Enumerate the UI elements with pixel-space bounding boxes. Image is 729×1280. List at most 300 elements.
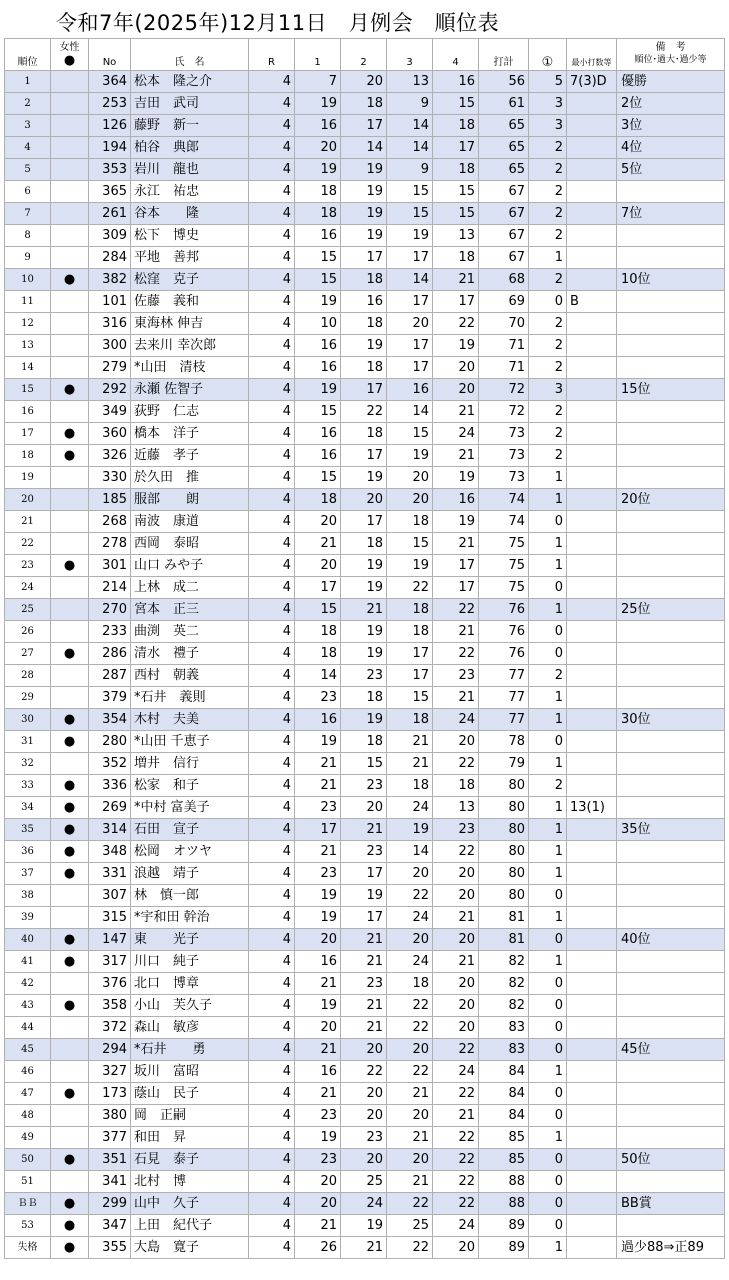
rank-cell: 47 — [5, 1083, 51, 1105]
remark — [617, 467, 725, 489]
rank-cell: 51 — [5, 1171, 51, 1193]
remark: BB賞 — [617, 1193, 725, 1215]
table-row — [5, 533, 725, 555]
women-marker — [51, 577, 89, 599]
player-no: 194 — [89, 137, 131, 159]
circle1-count: 2 — [529, 181, 567, 203]
table-row — [5, 1039, 725, 1061]
score-1: 21 — [295, 973, 341, 995]
remark — [617, 885, 725, 907]
table-row — [5, 1215, 725, 1237]
remark — [617, 1105, 725, 1127]
min-strokes — [567, 951, 617, 973]
min-strokes — [567, 401, 617, 423]
score-4: 18 — [433, 775, 479, 797]
score-4: 21 — [433, 1105, 479, 1127]
rank-cell: 18 — [5, 445, 51, 467]
remark: 4位 — [617, 137, 725, 159]
rounds: 4 — [249, 841, 295, 863]
score-2: 23 — [341, 665, 387, 687]
rounds: 4 — [249, 291, 295, 313]
min-strokes — [567, 819, 617, 841]
score-2: 20 — [341, 1105, 387, 1127]
score-3: 24 — [387, 907, 433, 929]
header-women — [51, 39, 89, 71]
player-no: 173 — [89, 1083, 131, 1105]
rounds: 4 — [249, 819, 295, 841]
table-row — [5, 357, 725, 379]
player-no: 347 — [89, 1215, 131, 1237]
remark — [617, 907, 725, 929]
remark: 40位 — [617, 929, 725, 951]
header-h2: 2 — [341, 39, 387, 71]
player-no: 336 — [89, 775, 131, 797]
min-strokes — [567, 247, 617, 269]
women-marker: ● — [51, 951, 89, 973]
table-row — [5, 643, 725, 665]
score-4: 20 — [433, 885, 479, 907]
total-strokes: 80 — [479, 885, 529, 907]
table-row — [5, 929, 725, 951]
player-name: 西村 朝義 — [131, 665, 249, 687]
player-name: 木村 夫美 — [131, 709, 249, 731]
rounds: 4 — [249, 885, 295, 907]
total-strokes: 65 — [479, 115, 529, 137]
circle1-count: 1 — [529, 555, 567, 577]
score-1: 16 — [295, 445, 341, 467]
min-strokes — [567, 335, 617, 357]
score-2: 21 — [341, 951, 387, 973]
circle1-count: 0 — [529, 577, 567, 599]
header-r: R — [249, 39, 295, 71]
women-marker — [51, 291, 89, 313]
player-no: 292 — [89, 379, 131, 401]
score-1: 18 — [295, 489, 341, 511]
women-marker — [51, 1105, 89, 1127]
rank-cell: 45 — [5, 1039, 51, 1061]
table-row — [5, 841, 725, 863]
circle1-count: 2 — [529, 423, 567, 445]
circle1-count: 2 — [529, 445, 567, 467]
score-1: 18 — [295, 181, 341, 203]
women-marker — [51, 225, 89, 247]
rounds: 4 — [249, 555, 295, 577]
rounds: 4 — [249, 1017, 295, 1039]
min-strokes — [567, 1017, 617, 1039]
score-3: 14 — [387, 841, 433, 863]
score-4: 20 — [433, 357, 479, 379]
score-3: 20 — [387, 1149, 433, 1171]
remark — [617, 555, 725, 577]
total-strokes: 84 — [479, 1105, 529, 1127]
min-strokes — [567, 1061, 617, 1083]
score-2: 17 — [341, 445, 387, 467]
player-no: 261 — [89, 203, 131, 225]
score-3: 18 — [387, 973, 433, 995]
circle1-count: 2 — [529, 225, 567, 247]
score-1: 7 — [295, 71, 341, 93]
rounds: 4 — [249, 599, 295, 621]
score-3: 15 — [387, 423, 433, 445]
score-4: 16 — [433, 489, 479, 511]
rank-cell: 38 — [5, 885, 51, 907]
remark: 50位 — [617, 1149, 725, 1171]
women-marker — [51, 1039, 89, 1061]
circle1-count: 2 — [529, 665, 567, 687]
score-3: 16 — [387, 379, 433, 401]
rank-cell: 35 — [5, 819, 51, 841]
player-no: 233 — [89, 621, 131, 643]
rounds: 4 — [249, 445, 295, 467]
player-name: 永江 祐忠 — [131, 181, 249, 203]
player-name: 橋本 洋子 — [131, 423, 249, 445]
table-row — [5, 753, 725, 775]
circle1-count: 3 — [529, 93, 567, 115]
score-1: 20 — [295, 1193, 341, 1215]
table-row — [5, 1105, 725, 1127]
women-marker — [51, 137, 89, 159]
women-marker — [51, 71, 89, 93]
player-no: 330 — [89, 467, 131, 489]
rounds: 4 — [249, 269, 295, 291]
score-1: 19 — [295, 731, 341, 753]
score-3: 14 — [387, 269, 433, 291]
score-2: 20 — [341, 797, 387, 819]
women-marker — [51, 115, 89, 137]
min-strokes — [567, 159, 617, 181]
circle1-count: 1 — [529, 687, 567, 709]
player-no: 314 — [89, 819, 131, 841]
score-4: 15 — [433, 203, 479, 225]
total-strokes: 80 — [479, 797, 529, 819]
total-strokes: 79 — [479, 753, 529, 775]
total-strokes: 68 — [479, 269, 529, 291]
score-1: 20 — [295, 929, 341, 951]
table-row — [5, 93, 725, 115]
score-4: 20 — [433, 1017, 479, 1039]
score-1: 16 — [295, 357, 341, 379]
total-strokes: 72 — [479, 379, 529, 401]
min-strokes: 7(3)D — [567, 71, 617, 93]
rank-cell: 30 — [5, 709, 51, 731]
min-strokes — [567, 599, 617, 621]
table-row — [5, 445, 725, 467]
total-strokes: 81 — [479, 929, 529, 951]
score-3: 15 — [387, 203, 433, 225]
table-row — [5, 819, 725, 841]
score-4: 21 — [433, 621, 479, 643]
score-3: 20 — [387, 313, 433, 335]
score-4: 24 — [433, 423, 479, 445]
player-no: 331 — [89, 863, 131, 885]
header-total: 打計 — [479, 39, 529, 71]
score-4: 21 — [433, 269, 479, 291]
score-2: 19 — [341, 1215, 387, 1237]
rank-cell: 42 — [5, 973, 51, 995]
header-women-marker: ● — [63, 53, 76, 68]
player-no: 354 — [89, 709, 131, 731]
player-name: 坂川 富昭 — [131, 1061, 249, 1083]
player-no: 382 — [89, 269, 131, 291]
women-marker: ● — [51, 709, 89, 731]
circle1-count: 0 — [529, 1083, 567, 1105]
player-no: 287 — [89, 665, 131, 687]
score-2: 17 — [341, 247, 387, 269]
remark — [617, 643, 725, 665]
circle1-count: 0 — [529, 885, 567, 907]
player-no: 355 — [89, 1237, 131, 1259]
remark: 10位 — [617, 269, 725, 291]
score-3: 14 — [387, 115, 433, 137]
women-marker: ● — [51, 1193, 89, 1215]
score-1: 15 — [295, 599, 341, 621]
score-3: 18 — [387, 709, 433, 731]
player-name: 東海林 伸吉 — [131, 313, 249, 335]
total-strokes: 70 — [479, 313, 529, 335]
score-3: 19 — [387, 819, 433, 841]
total-strokes: 72 — [479, 401, 529, 423]
remark — [617, 841, 725, 863]
score-4: 21 — [433, 951, 479, 973]
player-name: 石田 宣子 — [131, 819, 249, 841]
score-4: 20 — [433, 863, 479, 885]
score-2: 20 — [341, 71, 387, 93]
remark — [617, 577, 725, 599]
total-strokes: 83 — [479, 1017, 529, 1039]
header-rank: 順位 — [5, 39, 51, 71]
table-row — [5, 203, 725, 225]
rounds: 4 — [249, 335, 295, 357]
player-no: 286 — [89, 643, 131, 665]
table-row — [5, 181, 725, 203]
player-name: *中村 富美子 — [131, 797, 249, 819]
score-2: 23 — [341, 841, 387, 863]
player-no: 341 — [89, 1171, 131, 1193]
player-no: 379 — [89, 687, 131, 709]
rounds: 4 — [249, 1237, 295, 1259]
score-2: 14 — [341, 137, 387, 159]
min-strokes — [567, 731, 617, 753]
score-1: 15 — [295, 467, 341, 489]
header-remarks-sub: 順位･過大･過少等 — [634, 55, 707, 65]
score-4: 18 — [433, 159, 479, 181]
score-1: 19 — [295, 159, 341, 181]
rank-cell: 2 — [5, 93, 51, 115]
score-1: 16 — [295, 335, 341, 357]
women-marker — [51, 621, 89, 643]
table-row — [5, 225, 725, 247]
rounds: 4 — [249, 951, 295, 973]
score-1: 17 — [295, 819, 341, 841]
circle1-count: 2 — [529, 269, 567, 291]
remark — [617, 445, 725, 467]
women-marker — [51, 203, 89, 225]
rank-cell: 26 — [5, 621, 51, 643]
rank-cell: 48 — [5, 1105, 51, 1127]
women-marker: ● — [51, 423, 89, 445]
player-name: 山口 みや子 — [131, 555, 249, 577]
player-name: 曲渕 英二 — [131, 621, 249, 643]
player-no: 126 — [89, 115, 131, 137]
score-3: 9 — [387, 159, 433, 181]
circle1-count: 0 — [529, 291, 567, 313]
rounds: 4 — [249, 203, 295, 225]
rank-cell: 44 — [5, 1017, 51, 1039]
score-3: 21 — [387, 1127, 433, 1149]
total-strokes: 82 — [479, 995, 529, 1017]
score-4: 24 — [433, 1215, 479, 1237]
player-name: 上田 紀代子 — [131, 1215, 249, 1237]
circle1-count: 1 — [529, 489, 567, 511]
rounds: 4 — [249, 973, 295, 995]
rank-cell: 10 — [5, 269, 51, 291]
rounds: 4 — [249, 93, 295, 115]
women-marker: ● — [51, 863, 89, 885]
score-1: 23 — [295, 863, 341, 885]
rounds: 4 — [249, 313, 295, 335]
remark: 2位 — [617, 93, 725, 115]
score-1: 15 — [295, 401, 341, 423]
circle1-count: 0 — [529, 1017, 567, 1039]
score-2: 20 — [341, 1149, 387, 1171]
player-name: 南波 康道 — [131, 511, 249, 533]
rounds: 4 — [249, 1083, 295, 1105]
women-marker — [51, 313, 89, 335]
player-no: 299 — [89, 1193, 131, 1215]
total-strokes: 80 — [479, 841, 529, 863]
remark — [617, 775, 725, 797]
score-4: 24 — [433, 1061, 479, 1083]
player-name: 石見 泰子 — [131, 1149, 249, 1171]
score-2: 20 — [341, 1039, 387, 1061]
table-row — [5, 1193, 725, 1215]
circle1-count: 0 — [529, 1149, 567, 1171]
total-strokes: 88 — [479, 1171, 529, 1193]
total-strokes: 77 — [479, 665, 529, 687]
score-1: 21 — [295, 1083, 341, 1105]
score-4: 22 — [433, 1127, 479, 1149]
player-no: 365 — [89, 181, 131, 203]
rank-cell: 43 — [5, 995, 51, 1017]
score-1: 16 — [295, 951, 341, 973]
player-no: 268 — [89, 511, 131, 533]
score-2: 21 — [341, 929, 387, 951]
score-2: 17 — [341, 907, 387, 929]
remark — [617, 951, 725, 973]
circle1-count: 0 — [529, 731, 567, 753]
score-3: 20 — [387, 863, 433, 885]
score-4: 22 — [433, 1171, 479, 1193]
score-2: 19 — [341, 159, 387, 181]
player-name: 荻野 仁志 — [131, 401, 249, 423]
min-strokes — [567, 643, 617, 665]
table-row — [5, 555, 725, 577]
circle1-count: 3 — [529, 115, 567, 137]
rounds: 4 — [249, 731, 295, 753]
total-strokes: 88 — [479, 1193, 529, 1215]
score-2: 18 — [341, 357, 387, 379]
rank-cell: 21 — [5, 511, 51, 533]
score-1: 19 — [295, 885, 341, 907]
score-2: 17 — [341, 863, 387, 885]
rank-cell: 13 — [5, 335, 51, 357]
women-marker — [51, 335, 89, 357]
player-name: 松岡 オツヤ — [131, 841, 249, 863]
women-marker: ● — [51, 379, 89, 401]
min-strokes — [567, 885, 617, 907]
player-name: 宮本 正三 — [131, 599, 249, 621]
table-row — [5, 379, 725, 401]
score-2: 15 — [341, 753, 387, 775]
min-strokes — [567, 929, 617, 951]
rank-cell: 19 — [5, 467, 51, 489]
score-1: 19 — [295, 379, 341, 401]
rounds: 4 — [249, 489, 295, 511]
score-3: 14 — [387, 137, 433, 159]
total-strokes: 85 — [479, 1127, 529, 1149]
remark — [617, 423, 725, 445]
player-name: 吉田 武司 — [131, 93, 249, 115]
player-name: 松家 和子 — [131, 775, 249, 797]
remark — [617, 247, 725, 269]
score-3: 19 — [387, 225, 433, 247]
player-name: 佐藤 義和 — [131, 291, 249, 313]
score-3: 20 — [387, 1039, 433, 1061]
score-1: 17 — [295, 577, 341, 599]
table-row — [5, 401, 725, 423]
rank-cell: 37 — [5, 863, 51, 885]
score-1: 18 — [295, 203, 341, 225]
score-3: 20 — [387, 489, 433, 511]
remark — [617, 1061, 725, 1083]
rounds: 4 — [249, 929, 295, 951]
player-name: 清水 禮子 — [131, 643, 249, 665]
total-strokes: 82 — [479, 951, 529, 973]
score-2: 21 — [341, 1237, 387, 1259]
score-3: 15 — [387, 533, 433, 555]
min-strokes — [567, 93, 617, 115]
total-strokes: 80 — [479, 775, 529, 797]
player-no: 348 — [89, 841, 131, 863]
score-4: 24 — [433, 709, 479, 731]
score-3: 18 — [387, 511, 433, 533]
header-h1: 1 — [295, 39, 341, 71]
remark — [617, 687, 725, 709]
score-1: 20 — [295, 1171, 341, 1193]
min-strokes: B — [567, 291, 617, 313]
score-3: 22 — [387, 577, 433, 599]
total-strokes: 69 — [479, 291, 529, 313]
header-women-label: 女性 — [59, 42, 80, 53]
score-3: 21 — [387, 731, 433, 753]
women-marker: ● — [51, 929, 89, 951]
rank-cell: ＢＢ — [5, 1193, 51, 1215]
women-marker — [51, 907, 89, 929]
rank-cell: 22 — [5, 533, 51, 555]
rounds: 4 — [249, 709, 295, 731]
table-row — [5, 1083, 725, 1105]
ranking-table — [4, 38, 725, 1259]
score-2: 19 — [341, 203, 387, 225]
women-marker: ● — [51, 445, 89, 467]
player-name: 西岡 泰昭 — [131, 533, 249, 555]
player-no: 364 — [89, 71, 131, 93]
score-3: 21 — [387, 1171, 433, 1193]
women-marker — [51, 181, 89, 203]
score-2: 21 — [341, 1017, 387, 1039]
score-2: 19 — [341, 467, 387, 489]
score-2: 18 — [341, 423, 387, 445]
